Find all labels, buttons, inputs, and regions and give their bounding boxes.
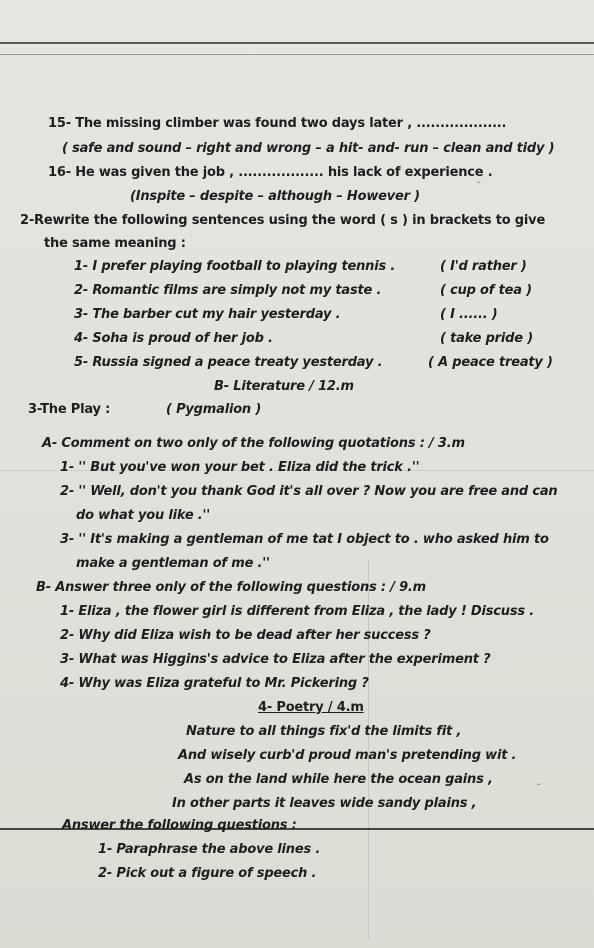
- question-b2: 2- Why did Eliza wish to be dead after her success ?: [60, 628, 431, 643]
- rewrite-hint-1: ( I'd rather ): [440, 259, 527, 274]
- quotation-2-cont: do what you like .'': [76, 508, 211, 523]
- literature-title: B- Literature / 12.m: [214, 379, 354, 394]
- poem-line-2: And wisely curb'd proud man's pretending wit .: [178, 748, 517, 763]
- rewrite-hint-5: ( A peace treaty ): [428, 355, 553, 370]
- quotation-1: 1- '' But you've won your bet . Eliza did the trick .'': [60, 460, 420, 475]
- poem-question-2: 2- Pick out a figure of speech .: [98, 866, 317, 881]
- rewrite-sentence-4: 4- Soha is proud of her job .: [74, 331, 273, 346]
- quotation-3: 3- '' It's making a gentleman of me tat I object to . who asked him to: [60, 532, 549, 547]
- play-label: 3-The Play :: [28, 402, 111, 417]
- poem-line-3: As on the land while here the ocean gains ,: [184, 772, 493, 787]
- question-15: 15- The missing climber was found two days later , ...................: [48, 116, 507, 131]
- rewrite-sentence-3: 3- The barber cut my hair yesterday .: [74, 307, 341, 322]
- rewrite-heading-cont: the same meaning :: [44, 236, 186, 251]
- rewrite-sentence-2: 2- Romantic films are simply not my taste .: [74, 283, 382, 298]
- question-16: 16- He was given the job , .................. his lack of experience .: [48, 165, 493, 180]
- top-border-line-thin: [0, 54, 594, 55]
- paper-speck: ˘: [536, 782, 542, 795]
- poetry-title: 4- Poetry / 4.m: [258, 700, 364, 715]
- rewrite-sentence-1: 1- I prefer playing football to playing tennis .: [74, 259, 396, 274]
- poem-line-1: Nature to all things fix'd the limits fit ,: [186, 724, 462, 739]
- poem-question-1: 1- Paraphrase the above lines .: [98, 842, 321, 857]
- comment-heading: A- Comment on two only of the following quotations : / 3.m: [42, 436, 465, 451]
- quotation-2: 2- '' Well, don't you thank God it's all over ? Now you are free and can: [60, 484, 558, 499]
- answer-heading: B- Answer three only of the following questions : / 9.m: [36, 580, 427, 595]
- question-b4: 4- Why was Eliza grateful to Mr. Pickering ?: [60, 676, 369, 691]
- play-name: ( Pygmalion ): [166, 402, 262, 417]
- poem-line-4: In other parts it leaves wide sandy plains ,: [172, 796, 477, 811]
- rewrite-sentence-5: 5- Russia signed a peace treaty yesterday .: [74, 355, 383, 370]
- question-b3: 3- What was Higgins's advice to Eliza after the experiment ?: [60, 652, 491, 667]
- question-15-options: ( safe and sound – right and wrong – a hit- and- run – clean and tidy ): [62, 141, 555, 156]
- quotation-3-cont: make a gentleman of me .'': [76, 556, 270, 571]
- rewrite-heading: 2-Rewrite the following sentences using the word ( s ) in brackets to give: [20, 213, 546, 228]
- top-border-line: [0, 42, 594, 44]
- rewrite-hint-3: ( I ...... ): [440, 307, 498, 322]
- rewrite-hint-4: ( take pride ): [440, 331, 533, 346]
- paper-speck: ˘: [476, 180, 482, 193]
- question-b1: 1- Eliza , the flower girl is different from Eliza , the lady ! Discuss .: [60, 604, 534, 619]
- question-16-options: (Inspite – despite – although – However ): [130, 189, 420, 204]
- rewrite-hint-2: ( cup of tea ): [440, 283, 532, 298]
- poem-questions-heading: Answer the following questions :: [62, 818, 297, 833]
